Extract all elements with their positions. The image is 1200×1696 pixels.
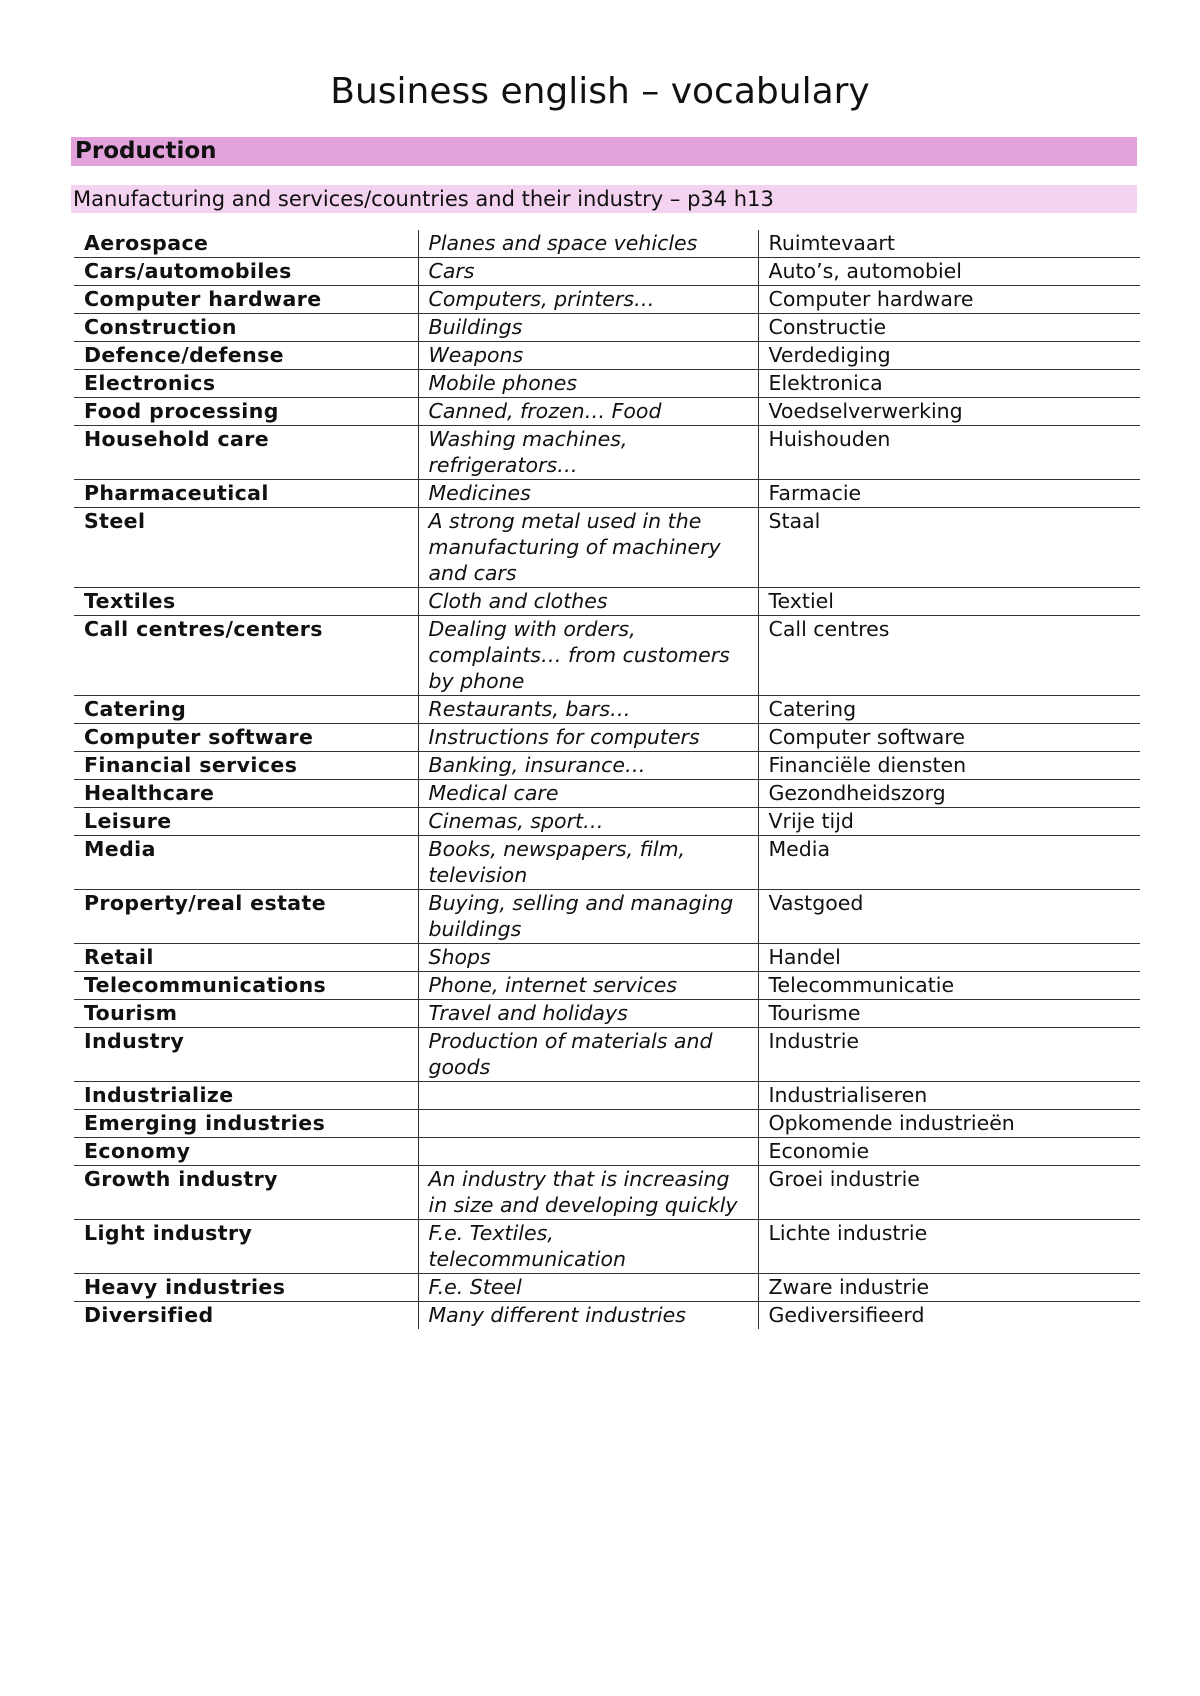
term-cell: Diversified <box>84 1303 214 1327</box>
definition-cell: F.e. Steel <box>418 1274 758 1302</box>
table-row <box>74 342 1140 370</box>
definition-cell: Weapons <box>418 342 758 370</box>
definition-cell: Buying, selling and managing buildings <box>418 890 758 944</box>
term-cell: Healthcare <box>74 780 418 808</box>
definition-cell: Medicines <box>418 480 758 508</box>
term-cell: Industry <box>74 1028 418 1082</box>
translation-cell: Groei industrie <box>758 1166 1140 1220</box>
translation-cell: Call centres <box>758 616 1140 696</box>
term-cell: Industrialize <box>74 1082 418 1110</box>
translation-cell: Media <box>758 836 1140 890</box>
table-row <box>74 616 1140 696</box>
translation-cell: Handel <box>758 944 1140 972</box>
term-cell: Heavy industries <box>74 1274 418 1302</box>
term-cell: Steel <box>74 508 418 588</box>
translation-cell: Textiel <box>758 588 1140 616</box>
definition-cell: Mobile phones <box>418 370 758 398</box>
definition-cell: Books, newspapers, film, television <box>418 836 758 890</box>
term-cell: Telecommunications <box>74 972 418 1000</box>
term-cell: Catering <box>74 696 418 724</box>
table-row <box>74 1000 1140 1028</box>
table-row <box>74 836 1140 890</box>
table-row <box>74 1028 1140 1082</box>
definition-cell: Cloth and clothes <box>418 588 758 616</box>
table-row <box>74 588 1140 616</box>
translation-cell: Verdediging <box>758 342 1140 370</box>
definition-cell <box>418 1082 758 1110</box>
definition-cell: F.e. Textiles, telecommunication <box>418 1220 758 1274</box>
translation-cell: Computer hardware <box>758 286 1140 314</box>
term-cell: Electronics <box>74 370 418 398</box>
table-row <box>74 426 1140 480</box>
term-cell: Cars/automobiles <box>74 258 418 286</box>
translation-cell: Tourisme <box>758 1000 1140 1028</box>
table-row <box>74 370 1140 398</box>
term-cell: Property/real estate <box>74 890 418 944</box>
table-row <box>74 314 1140 342</box>
term-cell: Textiles <box>74 588 418 616</box>
term-cell: Media <box>74 836 418 890</box>
table-row <box>74 808 1140 836</box>
table-row <box>74 258 1140 286</box>
translation-cell: Computer software <box>758 724 1140 752</box>
term-cell: Food processing <box>74 398 418 426</box>
translation-cell: Industrialiseren <box>758 1082 1140 1110</box>
translation-cell: Auto’s, automobiel <box>758 258 1140 286</box>
definition-cell: Computers, printers… <box>418 286 758 314</box>
table-row <box>74 480 1140 508</box>
table-row <box>74 230 1140 258</box>
term-cell: Construction <box>74 314 418 342</box>
definition-cell: Instructions for computers <box>418 724 758 752</box>
definition-cell: Restaurants, bars… <box>418 696 758 724</box>
translation-cell: Constructie <box>758 314 1140 342</box>
term-cell: Defence/defense <box>74 342 418 370</box>
definition-cell <box>418 1110 758 1138</box>
section-heading: Production <box>71 137 1137 166</box>
definition-cell: An industry that is increasing in size and developing quickly <box>418 1166 758 1220</box>
table-row <box>74 752 1140 780</box>
table-row <box>74 1110 1140 1138</box>
term-cell: Aerospace <box>74 230 418 258</box>
table-row <box>74 398 1140 426</box>
table-row <box>74 780 1140 808</box>
definition-cell: Phone, internet services <box>418 972 758 1000</box>
translation-cell: Gezondheidszorg <box>758 780 1140 808</box>
translation-cell: Vastgoed <box>758 890 1140 944</box>
translation-cell: Financiële diensten <box>758 752 1140 780</box>
translation-cell: Huishouden <box>758 426 1140 480</box>
table-row <box>74 1220 1140 1274</box>
table-row <box>74 890 1140 944</box>
term-cell: Tourism <box>74 1000 418 1028</box>
definition-cell: Cars <box>418 258 758 286</box>
definition-cell: A strong metal used in the manufacturing of machinery and cars <box>418 508 758 588</box>
definition-cell: Many different industries <box>418 1302 758 1330</box>
term-cell: Economy <box>74 1138 418 1166</box>
definition-cell: Washing machines, refrigerators… <box>418 426 758 480</box>
table-row <box>74 1138 1140 1166</box>
table-row <box>74 944 1140 972</box>
document-title: Business english – vocabulary <box>330 71 870 112</box>
term-cell: Pharmaceutical <box>74 480 418 508</box>
translation-cell: Opkomende industrieën <box>758 1110 1140 1138</box>
translation-cell: Voedselverwerking <box>758 398 1140 426</box>
table-row <box>74 696 1140 724</box>
term-cell: Financial services <box>74 752 418 780</box>
translation-cell: Vrije tijd <box>758 808 1140 836</box>
translation-cell: Farmacie <box>758 480 1140 508</box>
definition-cell <box>418 1138 758 1166</box>
translation-cell: Telecommunicatie <box>758 972 1140 1000</box>
table-row <box>74 1274 1140 1302</box>
definition-cell: Canned, frozen… Food <box>418 398 758 426</box>
term-cell: Light industry <box>74 1220 418 1274</box>
term-cell: Emerging industries <box>74 1110 418 1138</box>
vocabulary-table <box>74 230 1140 1329</box>
table-row <box>74 1166 1140 1220</box>
definition-cell: Travel and holidays <box>418 1000 758 1028</box>
translation-cell: Gediversifieerd <box>758 1302 1140 1330</box>
term-cell: Computer software <box>74 724 418 752</box>
term-cell: Call centres/centers <box>74 616 418 696</box>
table-row <box>74 724 1140 752</box>
definition-cell: Shops <box>418 944 758 972</box>
definition-cell: Planes and space vehicles <box>418 230 758 258</box>
table-row <box>74 1082 1140 1110</box>
translation-cell: Catering <box>758 696 1140 724</box>
definition-cell: Medical care <box>418 780 758 808</box>
definition-cell: Dealing with orders, complaints… from customers by phone <box>418 616 758 696</box>
table-row <box>74 508 1140 588</box>
subsection-heading: Manufacturing and services/countries and their industry – p34 h13 <box>71 185 1137 213</box>
definition-cell: Production of materials and goods <box>418 1028 758 1082</box>
definition-cell: Banking, insurance… <box>418 752 758 780</box>
term-cell: Leisure <box>74 808 418 836</box>
definition-cell: Cinemas, sport… <box>418 808 758 836</box>
translation-cell: Zware industrie <box>758 1274 1140 1302</box>
term-cell: Retail <box>74 944 418 972</box>
translation-cell: Staal <box>758 508 1140 588</box>
term-cell: Growth industry <box>74 1166 418 1220</box>
translation-cell: Elektronica <box>758 370 1140 398</box>
vocabulary-table-body <box>74 230 1140 1329</box>
translation-cell: Economie <box>758 1138 1140 1166</box>
definition-cell: Buildings <box>418 314 758 342</box>
table-row <box>74 286 1140 314</box>
table-row <box>74 972 1140 1000</box>
term-cell: Computer hardware <box>74 286 418 314</box>
translation-cell: Ruimtevaart <box>758 230 1140 258</box>
table-row <box>74 1302 1140 1330</box>
translation-cell: Lichte industrie <box>758 1220 1140 1274</box>
term-cell: Household care <box>74 426 418 480</box>
translation-cell: Industrie <box>758 1028 1140 1082</box>
